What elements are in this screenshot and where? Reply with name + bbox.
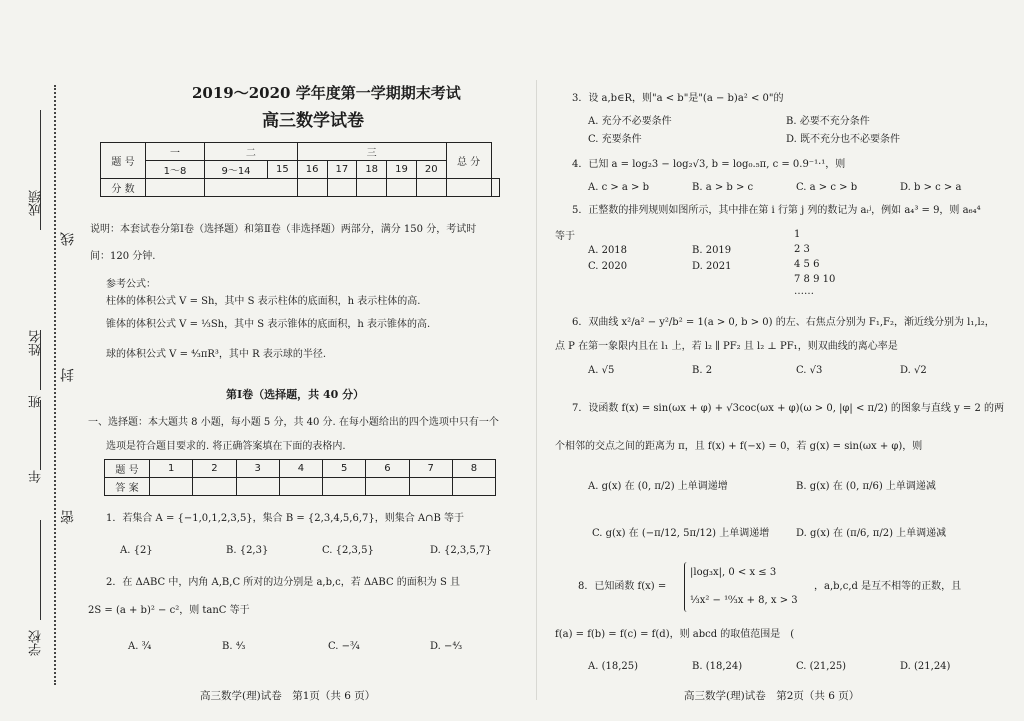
part1-intro-line2: 选项是符合题目要求的. 将正确答案填在下面的表格内.	[106, 441, 346, 452]
score-header-part1: 一	[146, 143, 205, 161]
q6-option-a: A. √5	[588, 365, 615, 376]
part1-title: 第Ⅰ卷（选择题，共 40 分）	[226, 388, 365, 401]
answer-cell[interactable]	[409, 478, 452, 496]
answer-cell[interactable]	[366, 478, 409, 496]
q8-stem-prefix: 8．已知函数 f(x) =	[578, 581, 667, 592]
q4-option-c: C. a > c > b	[796, 182, 858, 193]
name-label: 姓名	[29, 330, 44, 356]
q8-option-d: D. (21,24)	[900, 661, 951, 672]
binding-dotted-line	[54, 85, 58, 685]
q2-stem-line1: 2．在 ΔABC 中，内角 A,B,C 所对的边分别是 a,b,c，若 ΔABC 的面积为 S 且	[106, 577, 460, 588]
score-table	[100, 142, 500, 197]
answer-cell[interactable]	[279, 478, 322, 496]
q8-option-b: B. (18,24)	[692, 661, 743, 672]
score-range-9-14: 9～14	[205, 161, 268, 179]
score-cell[interactable]	[327, 179, 357, 197]
answer-cell[interactable]	[150, 478, 193, 496]
score-range-20: 20	[416, 161, 446, 179]
binding-mi: 密	[60, 510, 76, 524]
score-range-17: 17	[327, 161, 357, 179]
q1-option-c: C. {2,3,5}	[322, 545, 374, 556]
score-cell[interactable]	[146, 179, 205, 197]
exam-title: 2019～2020 学年度第一学期期末考试	[192, 84, 461, 102]
q8-case2: ⅓x² − ¹⁰⁄₃x + 8, x > 3	[690, 595, 798, 606]
q8-stem-suffix: ，a,b,c,d 是互不相等的正数，且	[814, 581, 962, 592]
q1-option-a: A. {2}	[120, 545, 153, 556]
formula-cone: 锥体的体积公式 V = ⅓Sh，其中 S 表示锥体的底面积，h 表示锥体的高.	[106, 319, 431, 330]
score-range-15: 15	[268, 161, 298, 179]
q1-option-b: B. {2,3}	[226, 545, 269, 556]
q3-option-a: A. 充分不必要条件	[588, 116, 672, 127]
q4-option-d: D. b > c > a	[900, 182, 962, 193]
answer-cell[interactable]	[193, 478, 236, 496]
q2-option-d: D. −⁴⁄₃	[430, 641, 463, 652]
score-header-number: 题 号	[101, 143, 146, 179]
answer-header-3: 3	[236, 460, 279, 478]
answer-header-label: 题 号	[105, 460, 150, 478]
score-label: 成绩	[29, 190, 44, 216]
score-cell[interactable]	[357, 179, 387, 197]
q8-piecewise-brace	[684, 562, 687, 612]
score-cell[interactable]	[446, 179, 491, 197]
q8-option-c: C. (21,25)	[796, 661, 847, 672]
score-range-19: 19	[387, 161, 417, 179]
q6-option-b: B. 2	[692, 365, 713, 376]
score-cell[interactable]	[491, 179, 499, 197]
answer-cell[interactable]	[452, 478, 495, 496]
q8-case1: |log₃x|, 0 < x ≤ 3	[690, 567, 777, 578]
answer-header-7: 7	[409, 460, 452, 478]
score-cell[interactable]	[416, 179, 446, 197]
q6-option-d: D. √2	[900, 365, 927, 376]
answer-table	[104, 459, 496, 496]
answer-cell[interactable]	[236, 478, 279, 496]
score-header-part2: 二	[205, 143, 298, 161]
answer-header-5: 5	[323, 460, 366, 478]
page-fold	[536, 80, 537, 700]
answer-header-1: 1	[150, 460, 193, 478]
grade-label: 年	[29, 470, 44, 483]
class-label: 班	[29, 395, 44, 408]
q2-option-c: C. −¾	[328, 641, 360, 652]
q5-option-d: D. 2021	[692, 261, 732, 272]
answer-header-8: 8	[452, 460, 495, 478]
q7-option-c: C. g(x) 在 (−π/12, 5π/12) 上单调递增	[592, 528, 770, 539]
q3-option-b: B. 必要不充分条件	[786, 116, 870, 127]
answer-row-label: 答 案	[105, 478, 150, 496]
binding-xian: 线	[60, 232, 76, 246]
answer-cell[interactable]	[323, 478, 366, 496]
instructions-line1: 说明：本套试卷分第Ⅰ卷（选择题）和第Ⅱ卷（非选择题）两部分，满分 150 分，考试时	[90, 224, 477, 235]
q5-triangle-row3: 4 5 6	[794, 259, 820, 270]
q8-stem-line2: f(a) = f(b) = f(c) = f(d)，则 abcd 的取值范围是 (	[555, 629, 795, 640]
q4-stem: 4．已知 a = log₂3 − log₂√3, b = log₀.₅π, c = 0.9⁻¹·¹，则	[572, 159, 846, 170]
score-header-total: 总 分	[446, 143, 491, 179]
instructions-line2: 间：120 分钟.	[90, 251, 156, 262]
q5-option-b: B. 2019	[692, 245, 732, 256]
q6-stem-line2: 点 P 在第一象限内且在 l₁ 上，若 l₂ ∥ PF₂ 且 l₂ ⊥ PF₁，则双曲线的离心率是	[555, 341, 898, 352]
score-cell[interactable]	[297, 179, 327, 197]
score-row-label: 分 数	[101, 179, 146, 197]
q7-stem-line1: 7．设函数 f(x) = sin(ωx + φ) + √3coc(ωx + φ)(ω > 0, |φ| < π/2) 的图象与直线 y = 2 的两	[572, 403, 1005, 414]
q5-triangle-row4: 7 8 9 10	[794, 274, 836, 285]
answer-header-2: 2	[193, 460, 236, 478]
binding-feng: 封	[60, 368, 76, 382]
score-cell[interactable]	[387, 179, 417, 197]
formula-title: 参考公式：	[106, 279, 156, 290]
q5-stem: 5．正整数的排列规则如图所示，其中排在第 i 行第 j 列的数记为 aᵢʲ，例如 a₄³ = 9，则 a₆₄⁴	[572, 205, 981, 216]
q5-stem-line2: 等于	[555, 231, 575, 242]
q8-option-a: A. (18,25)	[588, 661, 639, 672]
q2-stem-line2: 2S = (a + b)² − c²，则 tanC 等于	[88, 605, 250, 616]
q7-stem-line2: 个相邻的交点之间的距离为 π，且 f(x) + f(−x) = 0，若 g(x) = sin(ωx + φ)，则	[555, 441, 923, 452]
q1-option-d: D. {2,3,5,7}	[430, 545, 492, 556]
school-write-line	[40, 520, 41, 620]
score-cell[interactable]	[205, 179, 298, 197]
q2-option-b: B. ⁴⁄₃	[222, 641, 246, 652]
footer-left: 高三数学(理)试卷 第1页（共 6 页）	[200, 690, 376, 702]
q7-option-d: D. g(x) 在 (π/6, π/2) 上单调递减	[796, 528, 947, 539]
score-header-part3: 三	[297, 143, 446, 161]
footer-right: 高三数学(理)试卷 第2页（共 6 页）	[684, 690, 860, 702]
q1-stem: 1．若集合 A = {−1,0,1,2,3,5}，集合 B = {2,3,4,5,6,7}，则集合 A∩B 等于	[106, 513, 465, 524]
q7-option-a: A. g(x) 在 (0, π/2) 上单调递增	[588, 481, 728, 492]
q5-option-c: C. 2020	[588, 261, 628, 272]
q2-option-a: A. ¾	[128, 641, 152, 652]
formula-sphere: 球的体积公式 V = ⁴⁄₃πR³，其中 R 表示球的半径.	[106, 349, 326, 360]
exam-subtitle: 高三数学试卷	[262, 111, 364, 131]
answer-header-4: 4	[279, 460, 322, 478]
answer-header-6: 6	[366, 460, 409, 478]
score-range-18: 18	[357, 161, 387, 179]
formula-prism: 柱体的体积公式 V = Sh，其中 S 表示柱体的底面积，h 表示柱体的高.	[106, 296, 421, 307]
school-label: 学校	[29, 630, 44, 656]
q3-stem: 3．设 a,b∈R，则"a < b"是"(a − b)a² < 0"的	[572, 93, 784, 104]
score-range-1-8: 1～8	[146, 161, 205, 179]
q7-option-b: B. g(x) 在 (0, π/6) 上单调递减	[796, 481, 936, 492]
q6-option-c: C. √3	[796, 365, 823, 376]
q5-triangle-ellipsis: ……	[794, 286, 814, 297]
part1-intro-line1: 一、选择题：本大题共 8 小题，每小题 5 分，共 40 分. 在每小题给出的四个选项中只有一个	[88, 417, 499, 428]
q3-option-d: D. 既不充分也不必要条件	[786, 134, 901, 145]
score-range-16: 16	[297, 161, 327, 179]
q4-option-b: B. a > b > c	[692, 182, 754, 193]
q5-triangle-row1: 1	[794, 229, 801, 240]
q5-option-a: A. 2018	[588, 245, 628, 256]
q3-option-c: C. 充要条件	[588, 134, 642, 145]
q6-stem-line1: 6．双曲线 x²/a² − y²/b² = 1(a > 0, b > 0) 的左、右焦点分别为 F₁,F₂，渐近线分别为 l₁,l₂，	[572, 317, 995, 328]
q4-option-a: A. c > a > b	[588, 182, 650, 193]
q5-triangle-row2: 2 3	[794, 244, 810, 255]
class-write-line	[40, 400, 41, 470]
